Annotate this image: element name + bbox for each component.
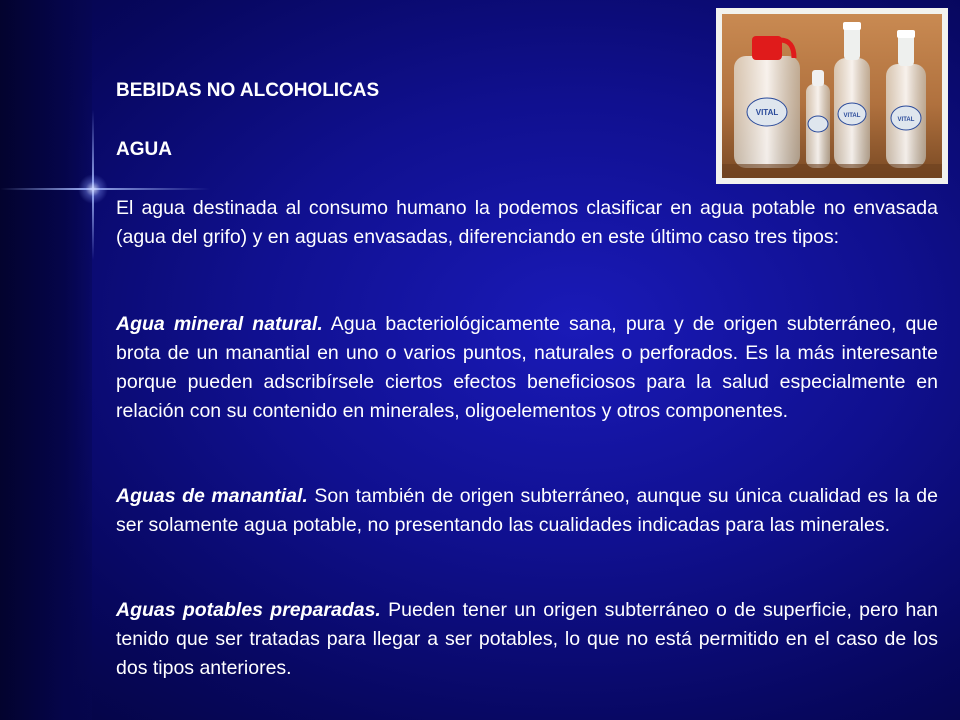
red-cap-shape — [752, 36, 782, 60]
paragraph-lead: Agua mineral natural. — [116, 313, 323, 335]
svg-text:VITAL: VITAL — [897, 117, 915, 123]
paragraph-body: Agua bacteriológicamente sana, pura y de origen subterráneo, que brota de un manantial en uno o varios puntos, naturales o perforados. Es la más interesante porque pueden adscribírsele ciertos efectos beneficiosos para la salud especialmente en relación con su contenido en minerales, oligoelementos y otros componentes. — [116, 313, 938, 422]
section-title: AGUA — [116, 139, 172, 160]
slide-title: BEBIDAS NO ALCOHOLICAS — [116, 80, 380, 101]
svg-text:VITAL: VITAL — [755, 108, 779, 117]
paragraph-agua-mineral — [116, 310, 938, 426]
paragraph-body: Pueden tener un origen subterráneo o de superficie, pero han tenido que ser tratadas para llegar a ser potables, lo que no está permitido en el caso de los dos tipos anteriores. — [116, 599, 938, 679]
paragraph-aguas-potables — [116, 596, 938, 683]
paragraph-lead: Aguas potables preparadas. — [116, 599, 381, 621]
paragraph-aguas-manantial — [116, 482, 938, 540]
water-bottles-photo — [716, 8, 948, 184]
intro-paragraph: El agua destinada al consumo humano la podemos clasificar en agua potable no envasada (agua del grifo) y en aguas envasadas, diferenciando en este último caso tres tipos: — [116, 197, 938, 248]
paragraph-lead: Aguas de manantial. — [116, 485, 308, 507]
left-decorative-band — [0, 0, 92, 720]
paragraph-body: Son también de origen subterráneo, aunque su única cualidad es la de ser solamente agua potable, no presentando las cualidades indicadas para las minerales. — [116, 485, 938, 536]
water-bottles-image — [722, 14, 942, 178]
svg-text:VITAL: VITAL — [843, 113, 861, 119]
light-flare-center — [78, 174, 108, 204]
